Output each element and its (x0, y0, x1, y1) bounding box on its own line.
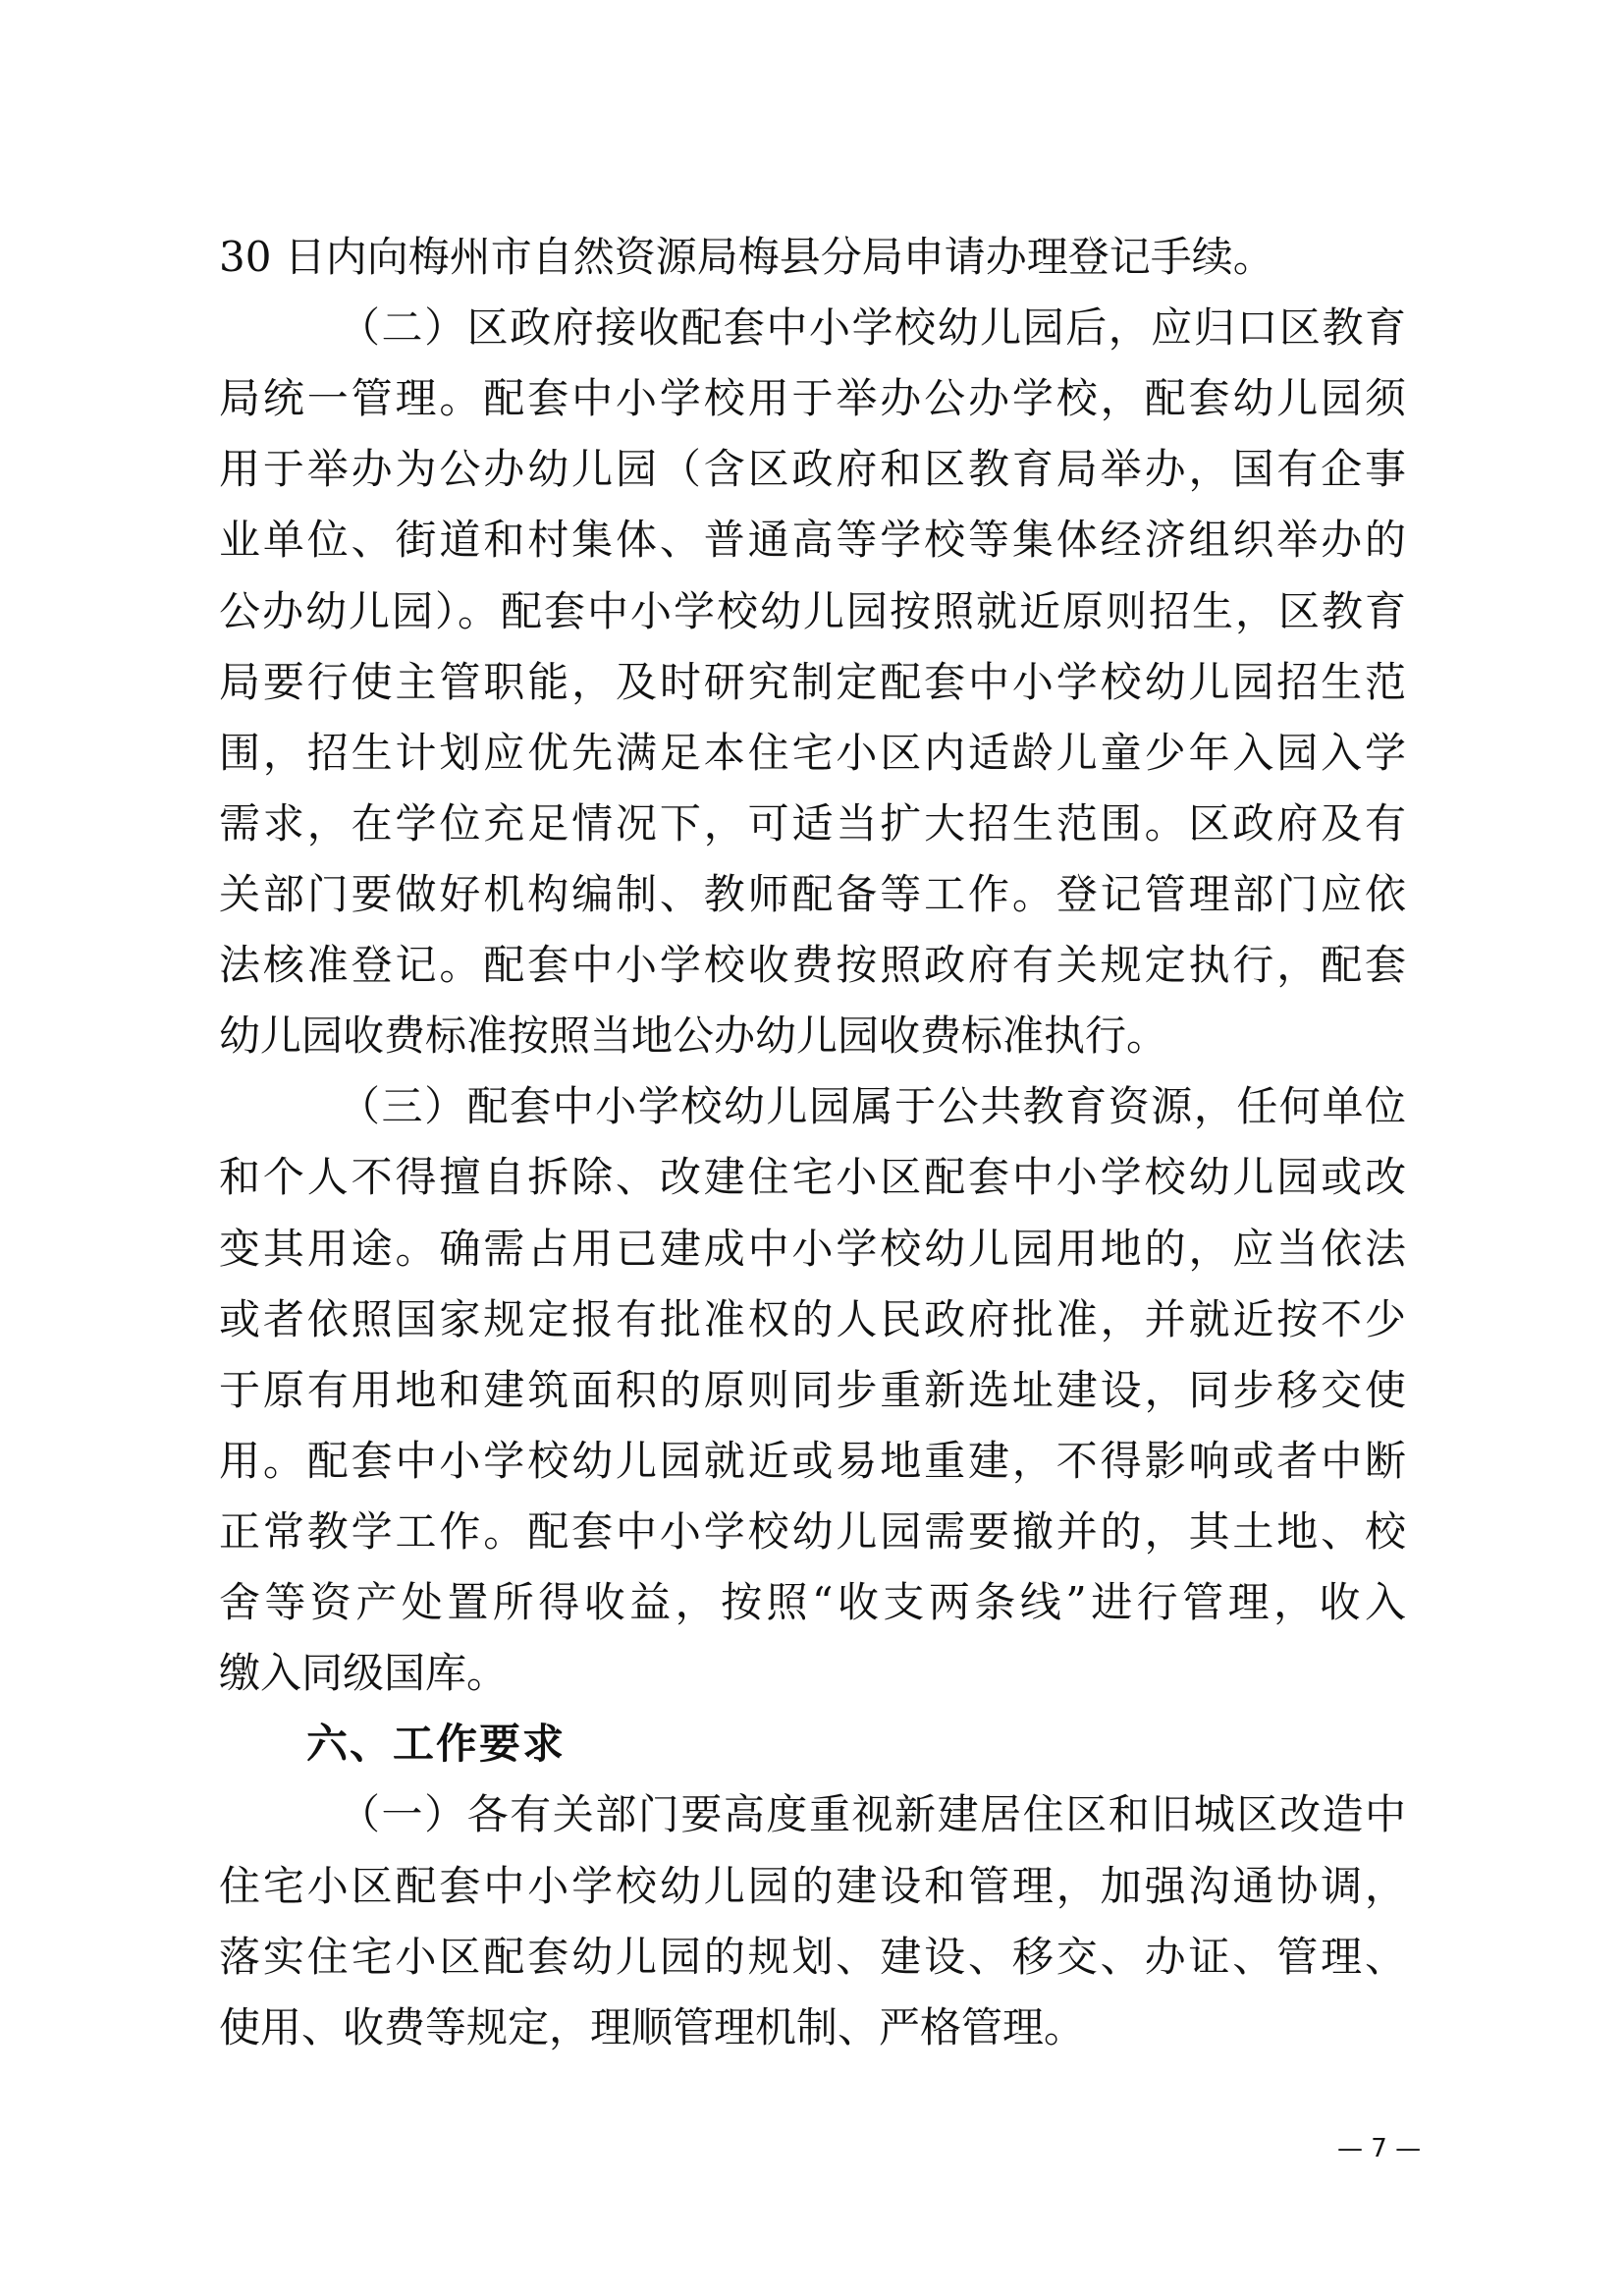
paragraph-2-line-3: 用于举办为公办幼儿园（含区政府和区教育局举办，国有企事 (219, 445, 1406, 493)
paragraph-2-line-6: 局要行使主管职能，及时研究制定配套中小学校幼儿园招生范 (219, 658, 1406, 706)
paragraph-2-line-2: 局统一管理。配套中小学校用于举办公办学校，配套幼儿园须 (219, 374, 1406, 422)
paragraph-2-line-5: 公办幼儿园）。配套中小学校幼儿园按照就近原则招生，区教育 (219, 587, 1406, 635)
paragraph-4-line-3: 落实住宅小区配套幼儿园的规划、建设、移交、办证、管理、 (219, 1933, 1406, 1981)
paragraph-4-line-2: 住宅小区配套中小学校幼儿园的建设和管理，加强沟通协调， (219, 1862, 1406, 1910)
paragraph-3-line-1: （三）配套中小学校幼儿园属于公共教育资源，任何单位 (339, 1082, 1406, 1130)
paragraph-2-line-9: 关部门要做好机构编制、教师配备等工作。登记管理部门应依 (219, 870, 1406, 918)
paragraph-3-line-4: 或者依照国家规定报有批准权的人民政府批准，并就近按不少 (219, 1295, 1406, 1343)
paragraph-line-1: 30 日内向梅州市自然资源局梅县分局申请办理登记手续。 (219, 233, 1274, 281)
paragraph-2-line-10: 法核准登记。配套中小学校收费按照政府有关规定执行，配套 (219, 941, 1406, 989)
paragraph-3-line-5: 于原有用地和建筑面积的原则同步重新选址建设，同步移交使 (219, 1366, 1406, 1414)
paragraph-4-line-4: 使用、收费等规定，理顺管理机制、严格管理。 (219, 2003, 1086, 2051)
page-number: — 7 — (1337, 2134, 1422, 2163)
paragraph-3-line-3: 变其用途。确需占用已建成中小学校幼儿园用地的，应当依法 (219, 1225, 1406, 1273)
paragraph-3-line-9: 缴入同级国库。 (219, 1649, 509, 1697)
paragraph-2-line-4: 业单位、街道和村集体、普通高等学校等集体经济组织举办的 (219, 516, 1406, 564)
paragraph-2-line-8: 需求，在学位充足情况下，可适当扩大招生范围。区政府及有 (219, 799, 1406, 847)
paragraph-3-line-8: 舍等资产处置所得收益，按照“收支两条线”进行管理，收入 (219, 1578, 1406, 1626)
paragraph-2-line-7: 围，招生计划应优先满足本住宅小区内适龄儿童少年入园入学 (219, 729, 1406, 777)
paragraph-3-line-6: 用。配套中小学校幼儿园就近或易地重建，不得影响或者中断 (219, 1437, 1406, 1485)
paragraph-2-line-1: （二）区政府接收配套中小学校幼儿园后，应归口区教育 (339, 303, 1406, 352)
paragraph-4-line-1: （一）各有关部门要高度重视新建居住区和旧城区改造中 (339, 1790, 1406, 1838)
paragraph-3-line-2: 和个人不得擅自拆除、改建住宅小区配套中小学校幼儿园或改 (219, 1153, 1406, 1201)
paragraph-3-line-7: 正常教学工作。配套中小学校幼儿园需要撤并的，其土地、校 (219, 1507, 1406, 1556)
section-heading: 六、工作要求 (306, 1720, 567, 1768)
paragraph-2-line-11: 幼儿园收费标准按照当地公办幼儿园收费标准执行。 (219, 1011, 1168, 1060)
